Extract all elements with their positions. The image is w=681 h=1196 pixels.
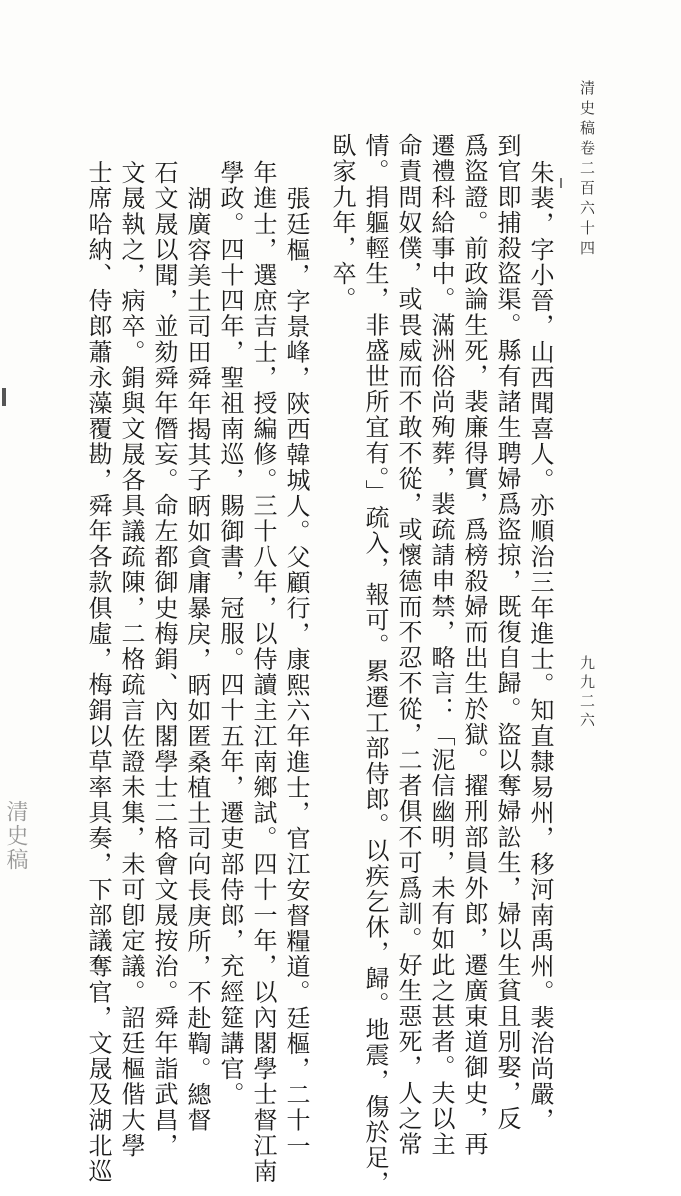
binding-mark xyxy=(2,388,6,406)
page-number: 九九二六 xyxy=(578,655,596,731)
running-title: 清史稿卷二百六十四 xyxy=(578,80,596,260)
facing-page-fragment: 清史稿 xyxy=(3,800,28,872)
text-column-13: 文晟執之，病卒。鋗與文晟各具議疏陳，二格疏言佐證未集，未可卽定議。詔廷樞偕大學 xyxy=(117,160,145,1159)
text-column-7: 臥家九年，卒。 xyxy=(328,133,356,313)
text-column-1: 朱裴，字小晉，山西聞喜人。亦順治三年進士。知直隸易州，移河南禹州。裴治尚嚴， xyxy=(526,160,554,1133)
text-column-3: 爲盜證。前政論生死，裴廉得實，爲榜殺婦而出生於獄。擢刑部員外郎，遷廣東道御史，再 xyxy=(460,133,488,1157)
header-rule xyxy=(560,178,562,188)
text-column-8: 張廷樞，字景峰，陝西韓城人。父顧行，康熙六年進士，官江安督糧道。廷樞，二十一 xyxy=(282,186,310,1159)
text-column-6: 情。捐軀輕生，非盛世所宜有。」疏入，報可。累遷工部侍郎。以疾乞休，歸。地震，傷於足， xyxy=(361,133,389,1196)
text-column-2: 到官即捕殺盜渠。縣有諸生聘婦爲盜掠，既復自歸。盜以奪婦訟生，婦以生貧且別娶，反 xyxy=(493,133,521,1132)
text-column-14: 士席哈納、侍郎蕭永藻覆勘，舜年各款俱虛，梅鋗以草率具奏，下部議奪官，文晟及湖北巡 xyxy=(84,160,112,1184)
text-column-5: 命責問奴僕，或畏威而不敢不從，或懷德而不忍不從，二者俱不可爲訓。好生惡死，人之常 xyxy=(394,133,422,1157)
text-column-12: 石文晟以聞，並劾舜年僭妄。命左都御史梅鋗、內閣學士二格會文晟按治。舜年詣武昌， xyxy=(150,160,178,1159)
text-column-11: 湖廣容美土司田舜年揭其子昞如貪庸暴戾，昞如匿桑植土司向長庚所，不赴鞫。總督 xyxy=(183,186,211,1134)
text-column-10: 學政。四十四年，聖祖南巡，賜御書，冠服。四十五年，遷吏部侍郎，充經筵講官。 xyxy=(216,160,244,1108)
text-column-9: 年進士，選庶吉士，授編修。三十八年，以侍讀主江南鄉試。四十一年，以內閣學士督江南 xyxy=(249,160,277,1184)
text-column-4: 遷禮科給事中。滿洲俗尚殉葬，裴疏請申禁，略言：「泥信幽明，未有如此之甚者。夫以主 xyxy=(427,133,455,1157)
